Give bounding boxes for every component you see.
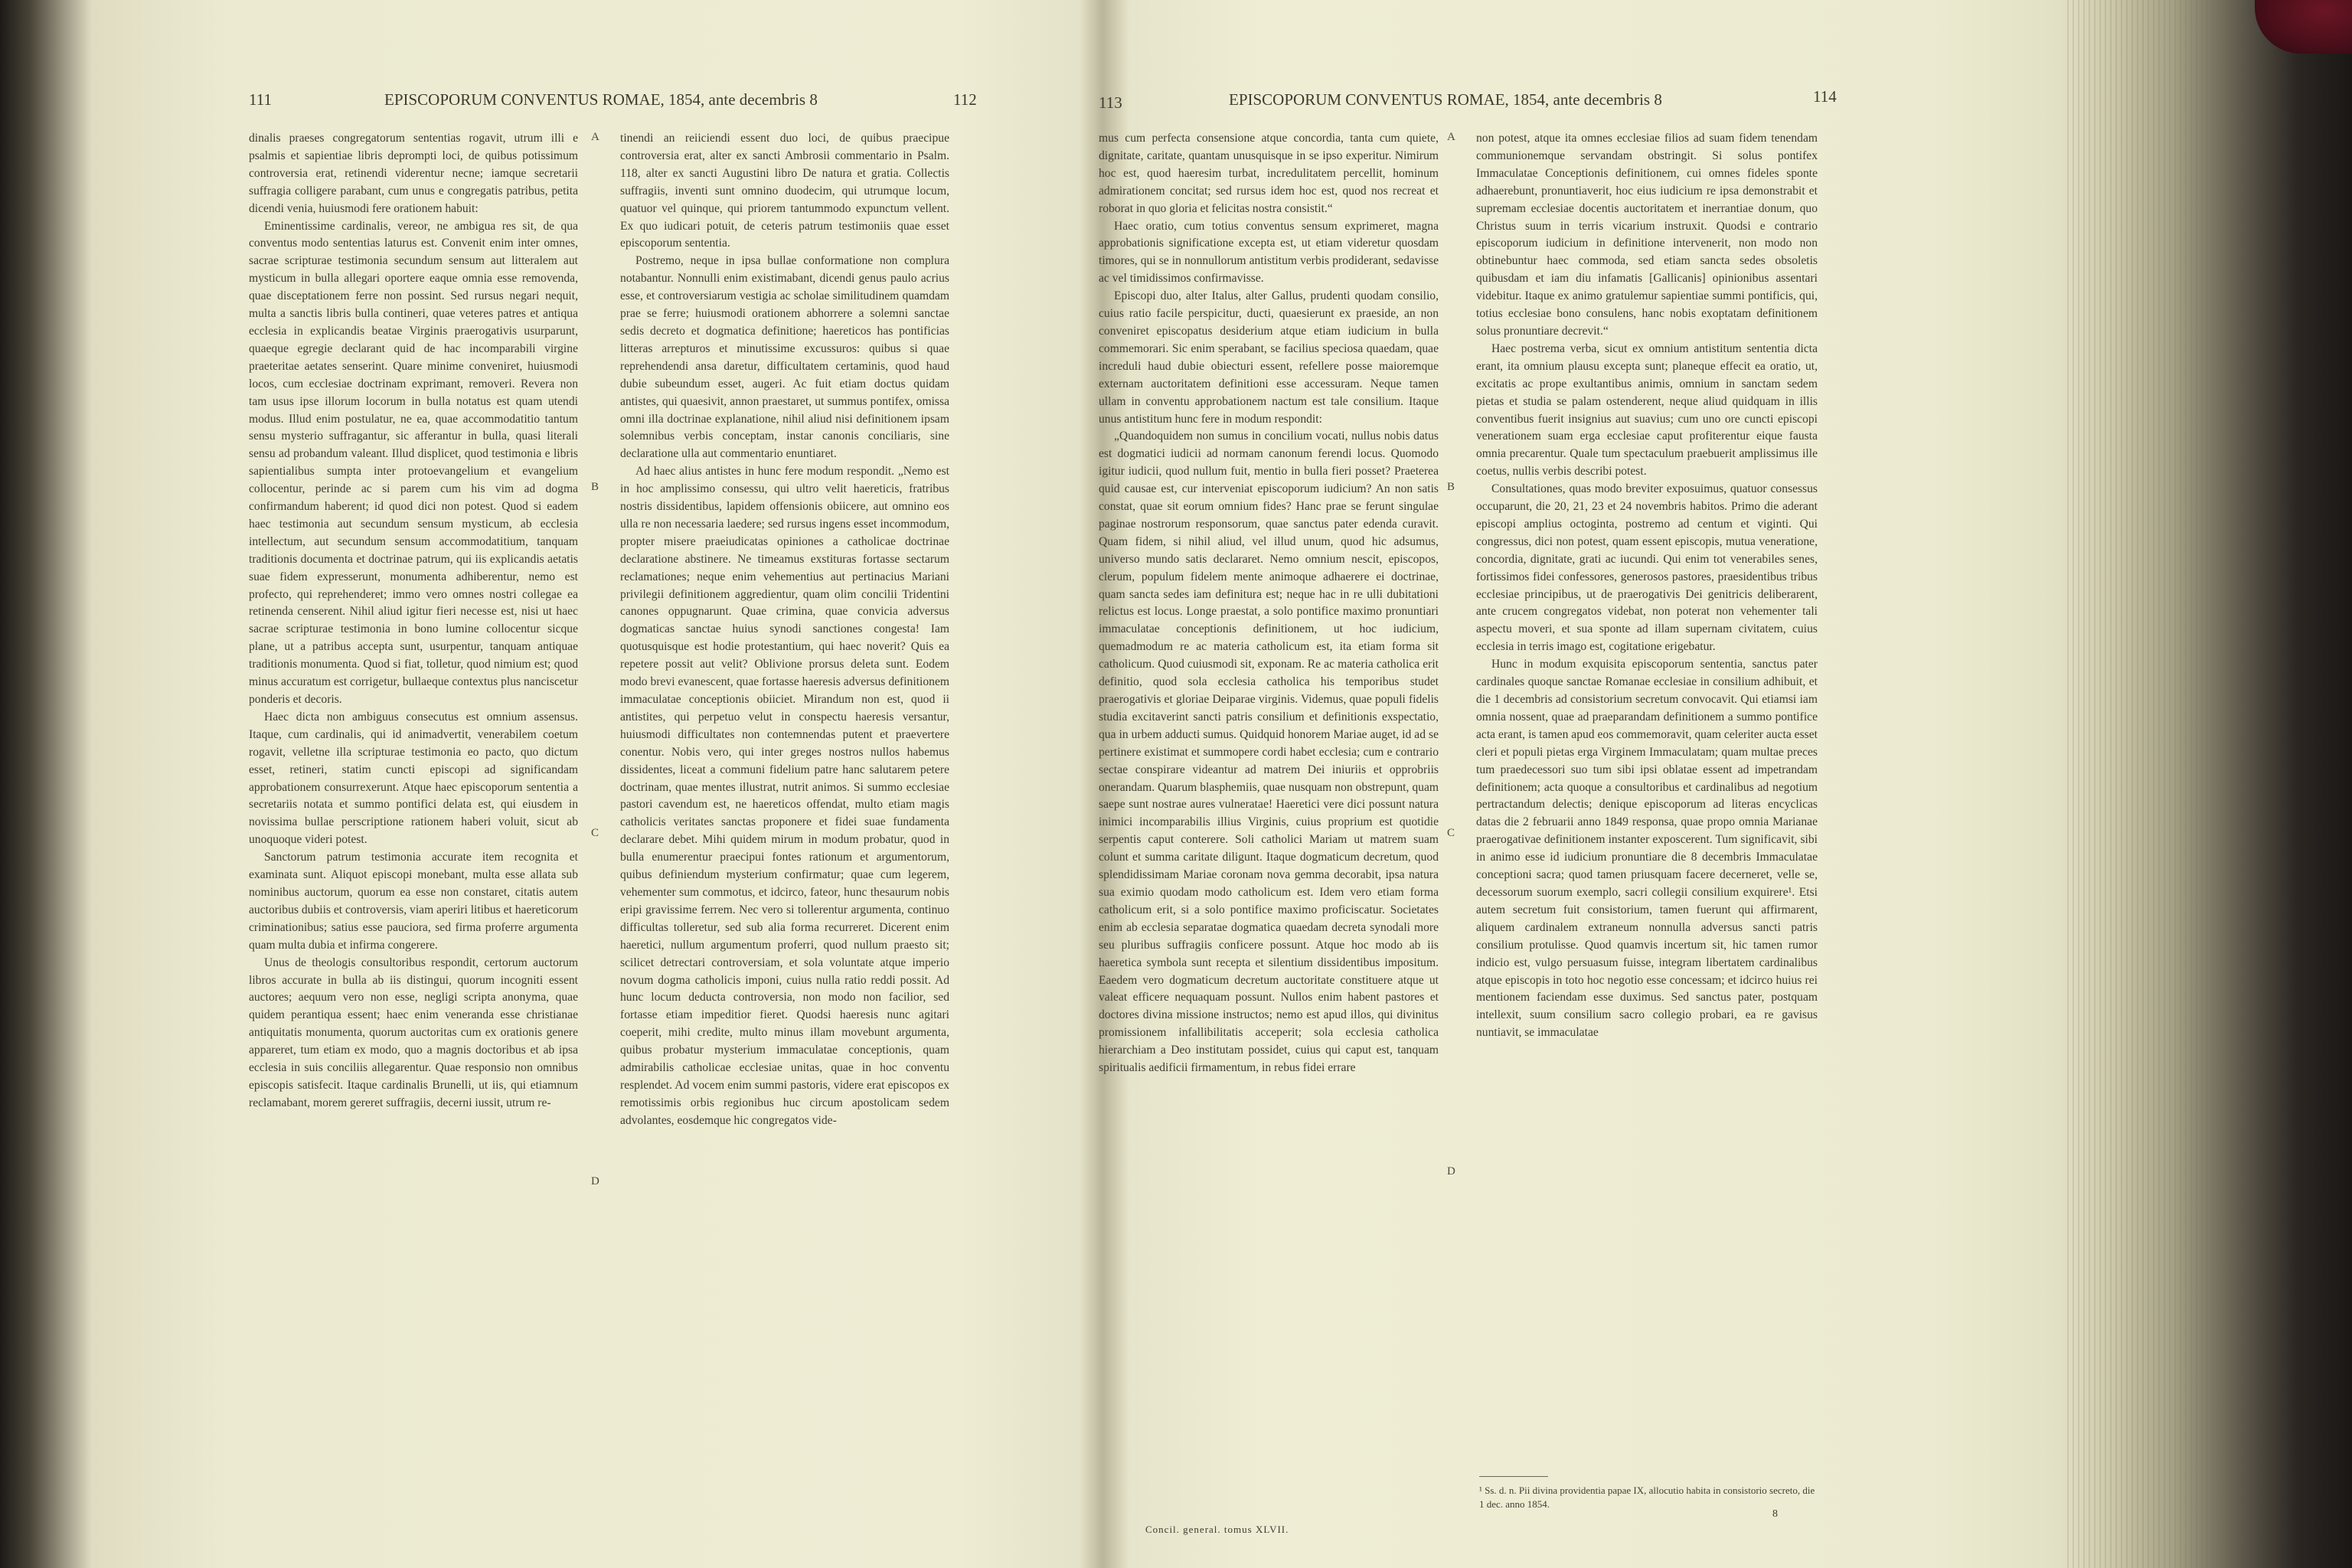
right-page-column-2	[1476, 130, 1818, 1462]
margin-marker-a: A	[591, 131, 599, 143]
footnote: ¹ Ss. d. n. Pii divina providentia papae IX, allocutio habita in consistorio secreto, die 1 dec. anno 1854.	[1479, 1485, 1815, 1510]
margin-marker-b: B	[591, 481, 599, 493]
right-page-number-113: 113	[1099, 93, 1122, 112]
paragraph: Haec postrema verba, sicut ex omnium antistitum sententia dicta erant, ita omnium plausu excepta sunt; planeque effecit ea oratio, ut, excitatis ac prope exultantibus animis, omnium in sanctam sedem pietas et studia se palam ostenderent, neque aliud quidquam in illis conventibus fuerit insignius aut suavius; cum uno ore cuncti episcopi venerationem suam erga ecclesiae caput profiterentur eique fausta omnia precarentur. Quale tum spectaculum praebuerit amplissimus ille coetus, nullis verbis describi potest.	[1476, 341, 1818, 479]
sheet-number: 8	[1772, 1508, 1778, 1520]
left-page-number-111: 111	[249, 90, 272, 109]
paragraph: Haec oratio, cum totius conventus sensum exprimeret, magna approbationis significatione excepta est, ut etiam videretur quosdam timores, qui se in nonnullorum antistitum verbis prodiderant, sedavisse ac vel timidissimos confirmavisse.	[1099, 219, 1439, 286]
margin-marker-a: A	[1447, 131, 1455, 143]
paragraph: mus cum perfecta consensione atque concordia, tanta cum quiete, dignitate, caritate, quantam unusquisque in se ipso experitur. Nimirum hoc est, quod haeresim turbat, incredulitatem percellit, hominum admirationem concitat; sed rursus idem hoc est, quod nos recreat et roborat in quo gloria et felicitas nostra consistit.“	[1099, 132, 1439, 215]
margin-marker-d: D	[1447, 1165, 1455, 1178]
paragraph: Episcopi duo, alter Italus, alter Gallus, prudenti quodam consilio, cuius ratio facile perspicitur, ducti, quaesierunt ex praeside, an non conveniret episcopatus desiderium atque etiam iudicium in bulla commemorari. Sic enim sperabant, se facilius speciosa quaedam, quae increduli haud dubie obiecturi essent, refellere posse maioremque externam auctoritatem definitioni esse accessuram. Neque tamen ullam in conventu approbationem nactum est tale consilium. Itaque unus antistitum hunc fere in modum respondit:	[1099, 289, 1439, 426]
paragraph: Eminentissime cardinalis, vereor, ne ambigua res sit, de qua conventus modo sententias laturus est. Convenit enim inter omnes, sacrae scripturae testimonia secundum sensum aut litteralem aut mysticum in bulla allegari oportere eaque omnia esse removenda, quae disceptationem ferre non possint. Sed rursus negari nequit, multa a sanctis libris bulla contineri, quae veteres patres et antiqua ecclesia in explicandis beatae Virginis praerogativis usurparunt, quaeque egregie declarant quid de hac incomparabili virgine praeteritae aetates senserint. Quare minime conveniret, huiusmodi locos, cum ecclesiae doctrinam exprimant, removeri. Revera non tam usus ipse illorum locorum in bulla notatus est quam utendi modus. Illud enim postulatur, ne ea, quae accommodatitio tantum sensu mysterio suffragantur, sic afferantur in bulla, quasi literali sensu ad probandum valeant. Illud displicet, quod testimonia e libris sapientialibus sumpta inter protoevangelium et evangelium collocentur, perinde ac si parem cum his vim ad dogma confirmandum haberent; id quod dici non potest. Quod si eadem haec testimonia aut secundum sensum mysticum, ab ecclesia intellectum, aut secundum sensum accommodatitium, tanquam traditionis documenta et doctrinae patrum, qui iis explicandis aetatis suae fidem expresserunt, monumenta adhiberentur, nemo est profecto, qui reprehenderet; immo vero omnes nostri collegae ea retinenda censerent. Nihil aliud igitur fieri necesse est, nisi ut haec sacrae scripturae testimonia in bono lumine collocentur sicque plane, ut a patribus accepta sunt, usurpentur, tanquam antiquae traditionis monumenta. Quod si fiat, tolletur, quod nimium est; quod minus accuratum est corrigetur, bullaeque contextus plus nanciscetur ponderis et decoris.	[249, 219, 578, 706]
left-page-number-112: 112	[953, 90, 977, 109]
left-page-column-1	[249, 130, 578, 1547]
paragraph: Unus de theologis consultoribus respondit, certorum auctorum libros accurate in bulla ab iis distingui, quorum incogniti essent auctores; aequum vero non esse, negligi scripta anonyma, quae quidem perantiqua essent; haec enim veneranda esse christianae antiquitatis monumenta, quorum auctoritas cum ex orationis genere appareret, tum etiam ex modo, quo a magnis doctoribus et ab ipsa ecclesia in suis conciliis allegarentur. Quae responsio non omnibus episcopis satisfecit. Itaque cardinalis Brunelli, ut iis, qui etiamnum reclamabant, morem gereret suffragiis, decerni iussit, utrum re-	[249, 956, 578, 1109]
margin-marker-c: C	[1447, 827, 1455, 839]
paragraph: Consultationes, quas modo breviter exposuimus, quatuor consessus occuparunt, die 20, 21, 23 et 24 novembris habitos. Primo die aderant episcopi amplius octoginta, postremo ad centum et viginti. Qui congressus, dici non potest, quam essent episcopis, mutua veneratione, concordia, dignitate, grati ac iucundi. Qui enim tot venerabiles senes, fortissimos fidei confessores, generosos pastores, praesidentibus tribus ecclesiae principibus, ut de praerogativis Dei genitricis deliberarent, ante crucem congregatos videbat, non poterat non vehementer tali aspectu moveri, et sua sponte ad illam supernam civitatem, cuius ecclesia in terris imago est, cogitatione erigebatur.	[1476, 482, 1818, 654]
paragraph: Sanctorum patrum testimonia accurate item recognita et examinata sunt. Aliquot episcopi monebant, multa esse allata sub nominibus auctorum, quorum ea esse non constaret, citatis autem auctoribus dubiis et controversis, viam aperiri litibus et haereticorum criminationibus; satius esse pauciora, sed firma proferre argumenta quam multa dubia et infirma congerere.	[249, 851, 578, 952]
left-page-column-2	[620, 130, 949, 1547]
ribbon-bookmark	[2255, 0, 2352, 54]
margin-marker-b: B	[1447, 481, 1455, 493]
margin-marker-d: D	[591, 1175, 599, 1187]
paragraph: Hunc in modum exquisita episcoporum sententia, sanctus pater cardinales quoque sanctae Romanae ecclesiae in consilium adhibuit, et die 1 decembris ad consistorium secretum convocavit. Qui etiamsi iam omnia nossent, quae ad praeparandam definitionem a summo pontifice acta erant, is tamen apud eos commemoravit, quam celeriter aucta esset cleri et populi pietas erga Virginem Immaculatam; quam multae preces tum praedecessori suo tum sibi ipsi oblatae essent ad impetrandam definitionem; acta quoque a consultoribus et cardinalibus ad negotium pertractandum delectis; denique episcoporum ad literas encyclicas datas die 2 februarii anno 1849 responsa, quae propo omnia Marianae praerogativae definitionem instanter exposcerent. Tum significavit, sibi in animo esse id iudicium pronuntiare die 8 decembris Immaculatae conceptioni sacra; quod tamen priusquam facere decerneret, velle se, decessorum suorum exemplo, sacri collegii consilium exquirere¹. Etsi autem secretum fuit consistorium, tamen fuerunt qui affirmarent, aliquem cardinalem extraneum nonnulla adversus sancti patris consilium protulisse. Quod quamvis incertum sit, hic tamen rumor indicio est, vulgo persuasum fuisse, integram libertatem cardinalibus atque episcopis in toto hoc negotio esse concessam; et idcirco huius rei mentionem faciendam esse duximus. Sed sanctus pater, postquam intellexit, suum consilium sacro collegio probari, ea re gavisus nuntiavit, se immaculatae	[1476, 658, 1818, 1040]
paragraph: „Quandoquidem non sumus in concilium vocati, nullus nobis datus est dogmatici iudicii ad normam canonum ferendi locus. Quomodo igitur iudicii, quod nullum fuit, mentio in bulla fieri posset? Praeterea quid causae est, cur interveniat episcoporum iudicium? An non satis constat, quae sit eorum omnium fides? Hanc prae se ferunt singulae paginae nostrorum responsorum, quae sanctus pater edenda curavit. Quam fidem, si nihil aliud, vel illud unum, quod hic adsumus, universo mundo satis declararet. Nemo omnium nescit, episcopos, clerum, populum fidelem mente animoque adhaerere ei doctrinae, quam sancta sedes iam definitura est; neque hac in re ulli dubitationi relictus est locus. Longe praestat, a solo pontifice maximo pronuntiari immaculatae conceptionis definitionem, ut hoc iudicium, quemadmodum re ac materia catholicum est, ita etiam forma sit catholicum. Quod cuiusmodi sit, exponam. Re ac materia catholica erit definitio, quod sola ecclesia catholica his temporibus studet praerogativis et gloriae Deiparae virginis. Videmus, quae populi fidelis studia excitaverint sancti patris consilium et definitionis exspectatio, qua in urbem adducti sumus. Quidquid honorem Mariae auget, id ad se pertinere existimat et summopere cordi habet ecclesia; cum e contrario sectae conspirare videantur ad matrem Dei iniuriis et opprobriis onerandam. Quarum blasphemiis, quae nusquam non obstrepunt, quam saepe sunt nostrae aures vulneratae! Haeretici vere dici possunt natura inimici incomparabilis illius Virginis, cuius proprium est quotidie serpentis caput conterere. Soli catholici Mariam ut matrem suam colunt et summa caritate diligunt. Itaque dogmaticum decretum, quod splendidissimam Mariae coronam nova gemma decorabit, ipsa natura sua eximio quodam modo catholicum est. Idem vero etiam forma catholicum erit, si a solo pontifice maximo proficiscatur. Societates enim ab ecclesia separatae dogmatica quaedam decreta synodali more seu pluribus suffragiis conficere possunt. Atque hoc modo ab iis haeretica symbola sunt recepta et silentium dissidentibus impositum. Eaedem vero dogmaticum decretum auctoritate constituere atque ut valeat efficere nequaquam possunt. Nullos enim habent pastores et doctores divina missione instructos; nemo est apud illos, qui divinitus promissionem infallibilitatis acceperit; sola ecclesia catholica hierarchiam a Deo institutam possidet, cuius qui caput est, tanquam spiritualis aedificii firmamentum, in rebus fidei errare	[1099, 430, 1439, 1075]
paragraph: Ad haec alius antistes in hunc fere modum respondit. „Nemo est in hoc amplissimo consessu, qui ultro velit haereticis, fratribus nostris dissidentibus, lapidem offensionis obiicere, aut omnino eos ulla re non necessaria laedere; sed rursus ingens esset incommodum, propter misere praeiudicatas opiniones a catholicae doctrinae declaratione abstinere. Ne timeamus exstituras fortasse sectarum reclamationes; neque enim vehementius aut pertinacius Mariani privilegii definitionem aggredientur, quam olim concilii Tridentini canones oppugnarunt. Quae crimina, quae convicia adversus dogmaticas sanctae huius synodi sanctiones congesta! Iam quotusquisque est hodie protestantium, qui haec noverit? Quis ea repetere possit aut velit? Oblivione prorsus deleta sunt. Eodem modo brevi evanescent, quae fortasse haeresis adversus definitionem immaculatae conceptionis obiiciet. Mirandum non est, quod ii antistites, qui perpetuo velut in conspectu haeresis versantur, huiusmodi difficultates non contemnendas putent et praevertere conentur. Nobis vero, qui inter greges nostros nullos habemus dissidentes, liceat a communi fidelium patre hanc salutarem petere doctrinam, quae mentes illustrat, nutrit animos. Si summo ecclesiae pastori cavendum est, ne haereticos offendat, multo etiam magis catholicis veritates sanctas proponere et fidei suae fundamenta declarare debet. Mihi quidem mirum in modum probatur, quod in bulla enumerentur praecipui fontes rationum et argumentorum, quibus definiendum mysterium confirmatur; quae cum legerem, vehementer sum commotus, et idcirco, fateor, hunc thesaurum nobis eripi gravissime ferrem. Nec vero si tollerentur argumenta, continuo difficultas tolleretur, sed sub alia forma recurreret. Dicerent enim haeretici, nullum argumentum proferri, quod nullum praesto sit; scilicet detrectari controversiam, et sola voluntate atque imperio novum dogma catholicis imponi, cuius nulla ratio reddi possit. Ad hunc locum deducta controversia, non modo non facilior, sed fortasse etiam impeditior fieret. Quodsi haeresis nunc agitari coeperit, mihi credite, multo minus illam movebunt argumenta, quibus probatur mysterium immaculatae conceptionis, quam admirabilis catholicae ecclesiae unitas, quae in hoc conventu resplendet. Ad vocem enim summi pastoris, videre erat episcopos ex remotissimis orbis regionibus huc circum apostolicam sedem advolantes, eosdemque hic congregatos vide-	[620, 465, 949, 1127]
footnote-rule	[1479, 1476, 1548, 1477]
paragraph: Haec dicta non ambiguus consecutus est omnium assensus. Itaque, cum cardinalis, qui id animadvertit, venerabilem coetum rogavit, velletne illa scripturae testimonia eo pacto, quo dictum esset, retineri, statim cuncti episcopi ad significandam approbationem consurrexerunt. Atque haec episcoporum sententia a secretariis notata et summo pontifici delata est, qui eiusdem in novissima bullae perscriptione rationem haberi voluit, sicut ab unoquoque videri potest.	[249, 710, 578, 847]
paragraph: tinendi an reiiciendi essent duo loci, de quibus praecipue controversia erat, alter ex sancti Ambrosii commentario in Psalm. 118, alter ex sancti Augustini libro De natura et gratia. Collectis suffragiis, inventi sunt omnino duodecim, qui utrumque locum, quatuor vel quinque, qui priorem tantummodo expunctum vellent. Ex quo iudicari potuit, de ceteris patrum testimoniis quae esset episcoporum sententia.	[620, 132, 949, 250]
margin-marker-c: C	[591, 827, 599, 839]
page-edges	[2067, 0, 2220, 1568]
left-running-head: EPISCOPORUM CONVENTUS ROMAE, 1854, ante decembris 8	[384, 90, 818, 109]
paragraph: Postremo, neque in ipsa bullae conformatione non complura notabantur. Nonnulli enim existimabant, dicendi genus paulo acrius esse, et controversiarum vestigia ac scholae similitudinem quamdam prae se ferre; huiusmodi orationem abhorrere a solemni sanctae sedis decreto et dogmatica definitione; haereticos has pontificias litteras arrepturos et minutissime excussuros: quibus si quae reprehendendi ansa daretur, difficultatem certaminis, quod haud dubie subeundum esset, augeri. Ac fuit etiam doctus quidam antistes, qui quaesivit, annon praestaret, ut summus pontifex, omissa omni illa doctrinae explanatione, nihil aliud nisi definitionem ipsam solemnibus verbis conceptam, instar canonis conciliaris, sine declaratione ulla aut commentario enuntiaret.	[620, 254, 949, 461]
paragraph: dinalis praeses congregatorum sententias rogavit, utrum illi e psalmis et sapientiae libris deprompti loci, de quibus potissimum controversia erat, retinendi viderentur necne; iamque secretarii suffragia colligere parabant, cum unus e congregatis patribus, petita dicendi venia, huiusmodi fere orationem habuit:	[249, 132, 578, 215]
right-page-column-1	[1099, 130, 1439, 1547]
right-page-number-114: 114	[1813, 87, 1837, 106]
paragraph: non potest, atque ita omnes ecclesiae filios ad suam fidem tenendam communionemque servandam obstringit. Si solus pontifex Immaculatae Conceptionis definitionem, cui omnes fideles sponte adhaerebunt, pronuntiaverit, hoc eius iudicium re ipsa demonstrabit et supremam ecclesiae docentis auctoritatem et inerrantiae donum, quo Christus suum in terris vicarium instruxit. Quodsi e contrario episcoporum iudicium in definitione intervenerit, non modo non obtinebuntur haec commoda, sed etiam sancta sedes obsoletis quibusdam et iam diu infamatis [Gallicanis] opinionibus assentari videbitur. Itaque ex animo gratulemur sapientiae summi pontificis, qui, totius ecclesiae bono consulens, hanc nobis exoptatam definitionem solus pronuntiare decrevit.“	[1476, 132, 1818, 338]
right-running-head: EPISCOPORUM CONVENTUS ROMAE, 1854, ante decembris 8	[1229, 90, 1662, 109]
signature-line: Concil. general. tomus XLVII.	[1145, 1524, 1289, 1535]
